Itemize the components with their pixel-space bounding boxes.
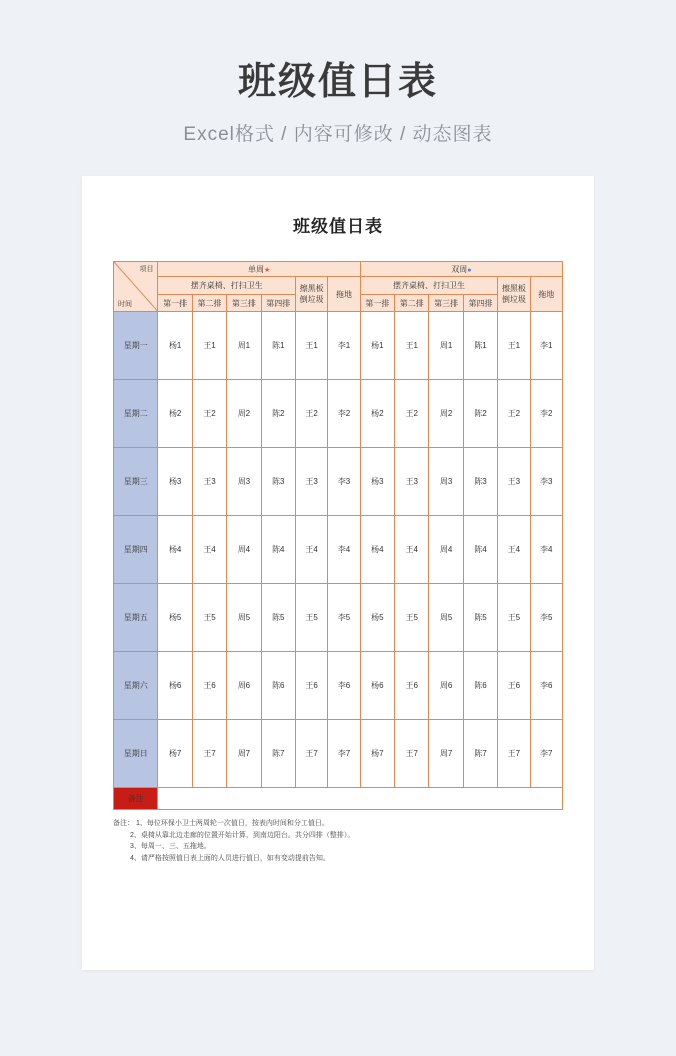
duty-cell[interactable]: 王7 (192, 720, 226, 788)
remark-value[interactable] (158, 788, 563, 810)
table-header-tasks (114, 277, 563, 295)
row-header-odd-4: 第四排 (261, 295, 295, 312)
remark-label: 备注 (114, 788, 158, 810)
duty-cell[interactable]: 王7 (295, 720, 327, 788)
duty-cell[interactable]: 王1 (498, 312, 530, 380)
duty-cell[interactable]: 周4 (429, 516, 463, 584)
table-header-groups (114, 262, 563, 277)
duty-cell[interactable]: 王5 (395, 584, 429, 652)
duty-cell[interactable]: 李3 (530, 448, 562, 516)
duty-cell[interactable]: 王2 (192, 380, 226, 448)
duty-cell[interactable]: 王4 (395, 516, 429, 584)
task-board-odd-line2: 倒垃圾 (299, 295, 324, 304)
duty-cell[interactable]: 周3 (227, 448, 261, 516)
banner (0, 0, 676, 146)
duty-cell[interactable]: 王5 (295, 584, 327, 652)
group-header-odd (158, 262, 360, 277)
duty-cell[interactable]: 陈1 (463, 312, 497, 380)
group-label-odd: 单周 (247, 264, 264, 274)
note-line-4: 4、请严格按照值日表上面的人员进行值日，如有变动提前告知。 (130, 854, 330, 862)
task-mop-odd: 拖地 (328, 277, 360, 312)
row-header-even-3: 第三排 (429, 295, 463, 312)
day-label: 星期六 (114, 652, 158, 720)
table-row (114, 380, 563, 448)
duty-table (113, 261, 563, 810)
duty-cell[interactable]: 王4 (295, 516, 327, 584)
duty-cell[interactable]: 杨5 (158, 584, 192, 652)
duty-cell[interactable]: 陈3 (261, 448, 295, 516)
task-board-even (498, 277, 530, 312)
day-label: 星期一 (114, 312, 158, 380)
duty-cell[interactable]: 杨1 (360, 312, 394, 380)
duty-cell[interactable]: 陈4 (261, 516, 295, 584)
document-sheet (82, 176, 594, 970)
duty-cell[interactable]: 李1 (530, 312, 562, 380)
duty-cell[interactable]: 李7 (328, 720, 360, 788)
duty-cell[interactable]: 王1 (295, 312, 327, 380)
group-header-even (360, 262, 562, 277)
duty-cell[interactable]: 周6 (429, 652, 463, 720)
duty-cell[interactable]: 杨3 (360, 448, 394, 516)
duty-cell[interactable]: 周6 (227, 652, 261, 720)
note-line-2: 2、桌椅从靠北边走廊的位置开始计算，到南边阳台。共分四排（整排）。 (130, 831, 355, 839)
remark-row (114, 788, 563, 810)
duty-cell[interactable]: 王2 (395, 380, 429, 448)
duty-cell[interactable]: 周4 (227, 516, 261, 584)
notes-block (113, 818, 563, 864)
duty-cell[interactable]: 陈2 (261, 380, 295, 448)
task-desk-even: 摆齐桌椅、打扫卫生 (360, 277, 498, 295)
duty-cell[interactable]: 杨6 (360, 652, 394, 720)
day-label: 星期日 (114, 720, 158, 788)
duty-cell[interactable]: 陈2 (463, 380, 497, 448)
corner-header (114, 262, 158, 312)
row-header-odd-3: 第三排 (227, 295, 261, 312)
task-board-odd (295, 277, 327, 312)
duty-cell[interactable]: 杨4 (158, 516, 192, 584)
duty-cell[interactable]: 李7 (530, 720, 562, 788)
duty-cell[interactable]: 陈3 (463, 448, 497, 516)
duty-cell[interactable]: 王1 (192, 312, 226, 380)
duty-cell[interactable]: 周2 (227, 380, 261, 448)
duty-cell[interactable]: 王2 (295, 380, 327, 448)
duty-cell[interactable]: 陈4 (463, 516, 497, 584)
duty-cell[interactable]: 王3 (395, 448, 429, 516)
duty-cell[interactable]: 杨3 (158, 448, 192, 516)
duty-cell[interactable]: 陈6 (463, 652, 497, 720)
row-header-even-1: 第一排 (360, 295, 394, 312)
corner-item-label: 项目 (139, 266, 154, 273)
duty-cell[interactable]: 陈1 (261, 312, 295, 380)
duty-cell[interactable]: 王7 (395, 720, 429, 788)
duty-cell[interactable]: 陈5 (463, 584, 497, 652)
table-row (114, 720, 563, 788)
duty-cell[interactable]: 杨2 (360, 380, 394, 448)
table-row (114, 652, 563, 720)
row-header-odd-2: 第二排 (192, 295, 226, 312)
duty-cell[interactable]: 周3 (429, 448, 463, 516)
duty-cell[interactable]: 李3 (328, 448, 360, 516)
duty-cell[interactable]: 王3 (192, 448, 226, 516)
dot-icon: ● (467, 266, 472, 274)
day-label: 星期五 (114, 584, 158, 652)
duty-cell[interactable]: 王6 (192, 652, 226, 720)
duty-cell[interactable]: 杨4 (360, 516, 394, 584)
table-row (114, 516, 563, 584)
duty-cell[interactable]: 杨6 (158, 652, 192, 720)
duty-cell[interactable]: 李4 (530, 516, 562, 584)
page-subtitle: Excel格式 / 内容可修改 / 动态图表 (183, 124, 493, 146)
duty-cell[interactable]: 李6 (328, 652, 360, 720)
sheet-title: 班级值日表 (293, 217, 383, 236)
duty-cell[interactable]: 陈7 (463, 720, 497, 788)
duty-cell[interactable]: 周5 (227, 584, 261, 652)
duty-cell[interactable]: 王5 (498, 584, 530, 652)
duty-cell[interactable]: 周1 (227, 312, 261, 380)
duty-cell[interactable]: 王3 (295, 448, 327, 516)
duty-cell[interactable]: 王4 (498, 516, 530, 584)
table-row (114, 312, 563, 380)
duty-cell[interactable]: 杨1 (158, 312, 192, 380)
duty-cell[interactable]: 陈7 (261, 720, 295, 788)
duty-cell[interactable]: 李1 (328, 312, 360, 380)
duty-cell[interactable]: 李5 (530, 584, 562, 652)
duty-cell[interactable]: 杨7 (360, 720, 394, 788)
duty-cell[interactable]: 李2 (328, 380, 360, 448)
day-label: 星期四 (114, 516, 158, 584)
duty-cell[interactable]: 杨2 (158, 380, 192, 448)
duty-cell[interactable]: 李5 (328, 584, 360, 652)
duty-cell[interactable]: 王6 (395, 652, 429, 720)
duty-cell[interactable]: 周5 (429, 584, 463, 652)
task-desk-odd: 摆齐桌椅、打扫卫生 (158, 277, 296, 295)
duty-cell[interactable]: 杨5 (360, 584, 394, 652)
duty-cell[interactable]: 王5 (192, 584, 226, 652)
day-label: 星期二 (114, 380, 158, 448)
day-label: 星期三 (114, 448, 158, 516)
note-line-3: 3、每周一、三、五拖地。 (130, 843, 211, 851)
duty-cell[interactable]: 周7 (227, 720, 261, 788)
table-row (114, 448, 563, 516)
duty-cell[interactable]: 陈5 (261, 584, 295, 652)
task-board-even-line2: 倒垃圾 (501, 295, 526, 304)
task-board-even-line1: 擦黑板 (501, 284, 526, 293)
duty-cell[interactable]: 王4 (192, 516, 226, 584)
star-icon: ★ (263, 266, 271, 274)
duty-cell[interactable]: 王6 (498, 652, 530, 720)
group-label-even: 双周 (451, 264, 468, 274)
table-row (114, 584, 563, 652)
task-board-odd-line1: 擦黑板 (299, 284, 324, 293)
duty-cell[interactable]: 周1 (429, 312, 463, 380)
page-title: 班级值日表 (237, 61, 438, 103)
duty-cell[interactable]: 李2 (530, 380, 562, 448)
duty-cell[interactable]: 李6 (530, 652, 562, 720)
note-line-1: 备注： 1、每位环保小卫士两周轮一次值日，按表内时间和分工值日。 (113, 820, 329, 827)
row-header-even-4: 第四排 (463, 295, 497, 312)
duty-cell[interactable]: 王7 (498, 720, 530, 788)
row-header-even-2: 第二排 (395, 295, 429, 312)
task-mop-even: 拖地 (530, 277, 562, 312)
duty-cell[interactable]: 陈6 (261, 652, 295, 720)
row-header-odd-1: 第一排 (158, 295, 192, 312)
duty-cell[interactable]: 杨7 (158, 720, 192, 788)
duty-cell[interactable]: 王2 (498, 380, 530, 448)
duty-cell[interactable]: 王3 (498, 448, 530, 516)
corner-time-label: 时间 (118, 301, 132, 308)
duty-cell[interactable]: 王1 (395, 312, 429, 380)
duty-cell[interactable]: 周7 (429, 720, 463, 788)
duty-cell[interactable]: 周2 (429, 380, 463, 448)
duty-cell[interactable]: 李4 (328, 516, 360, 584)
duty-cell[interactable]: 王6 (295, 652, 327, 720)
